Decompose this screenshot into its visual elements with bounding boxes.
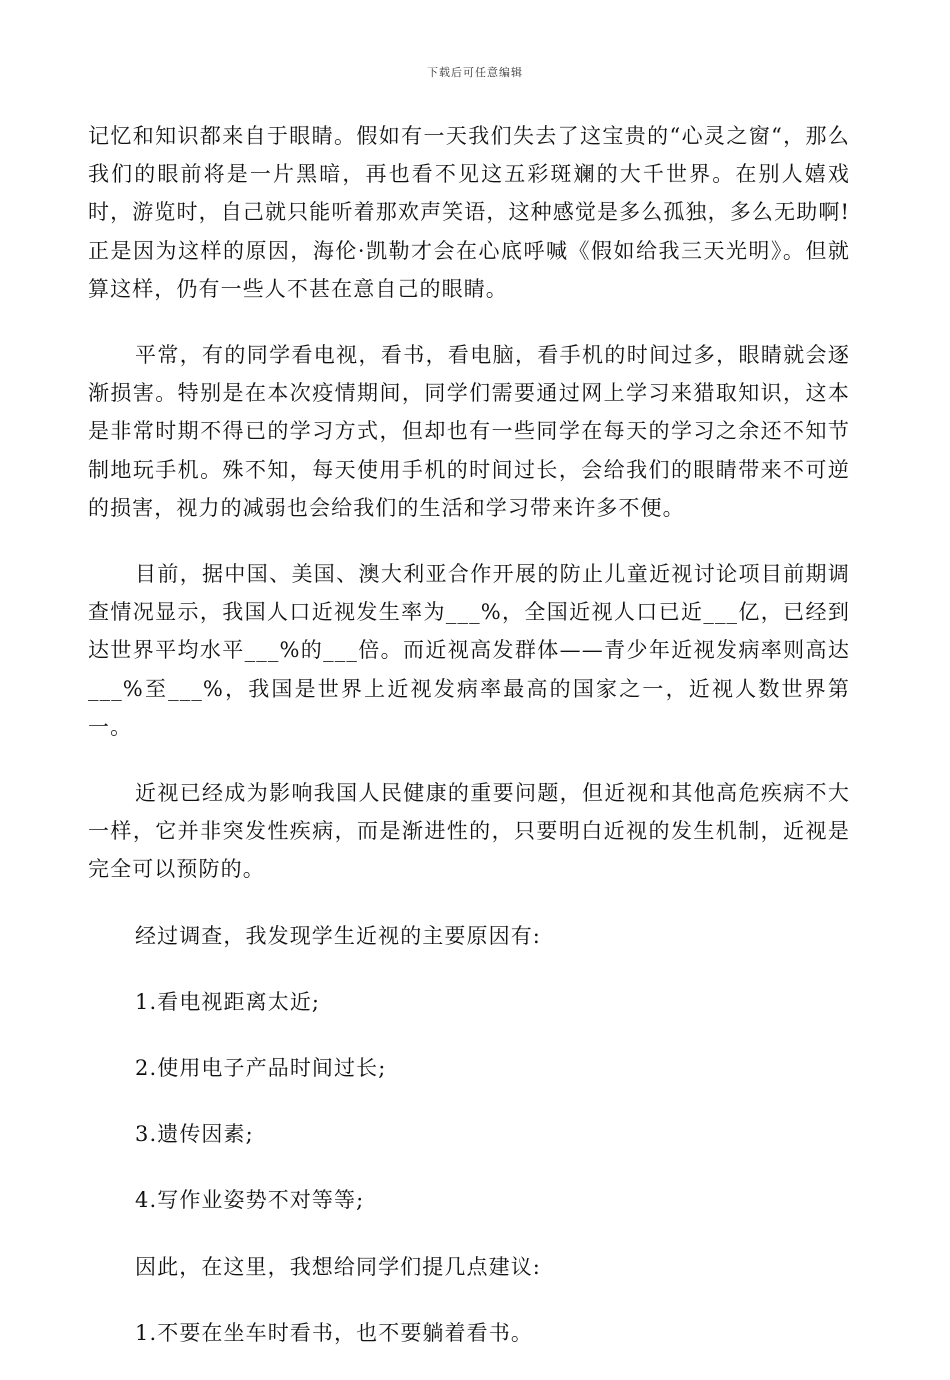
suggestion-intro: 因此，在这里，我想给同学们提几点建议: [135,1254,541,1279]
cause-item: 4.写作业姿势不对等等; [135,1188,365,1213]
paragraph-causes-intro: 经过调查，我发现学生近视的主要原因有: [135,923,541,948]
cause-item: 3.遗传因素; [135,1122,254,1147]
paragraph-screen-time: 平常，有的同学看电视，看书，看电脑，看手机的时间过多，眼睛就会逐渐损害。特别是在本次疫情期间，同学们需要通过网上学习来猎取知识，这本是非常时期不得已的学习方式，但却也有一些同学在每天的学习之余还不知节制地玩手机。殊不知，每天使用手机的时间过长，会给我们的眼睛带来不可逆的损害，视力的减弱也会给我们的生活和学习带来许多不便。 [88,343,850,520]
paragraph-myopia-statistics: 目前，据中国、美国、澳大利亚合作开展的防止儿童近视讨论项目前期调查情况显示，我国人口近视发生率为___%，全国近视人口已近___亿，已经到达世界平均水平___%的___倍。而近视高发群体——青少年近视发病率则高达___%至___%，我国是世界上近视发病率最高的国家之一，近视人数世界第一。 [88,562,850,739]
paragraph-eyes-importance: 记忆和知识都来自于眼睛。假如有一天我们失去了这宝贵的“心灵之窗“，那么我们的眼前将是一片黑暗，再也看不见这五彩斑斓的大千世界。在别人嬉戏时，游览时，自己就只能听着那欢声笑语，这种感觉是多么孤独，多么无助啊!正是因为这样的原因，海伦·凯勒才会在心底呼喊《假如给我三天光明》。但就算这样，仍有一些人不甚在意自己的眼睛。 [88,124,850,301]
cause-item: 1.看电视距离太近; [135,989,321,1014]
paragraph-myopia-preventable: 近视已经成为影响我国人民健康的重要问题，但近视和其他高危疾病不大一样，它并非突发性疾病，而是渐进性的，只要明白近视的发生机制，近视是完全可以预防的。 [88,781,850,882]
page-header: 下载后可任意编辑 [427,66,523,79]
suggestion-item: 1.不要在坐车时看书，也不要躺着看书。 [135,1320,533,1345]
document-body [88,117,850,1380]
cause-item: 2.使用电子产品时间过长; [135,1056,387,1081]
